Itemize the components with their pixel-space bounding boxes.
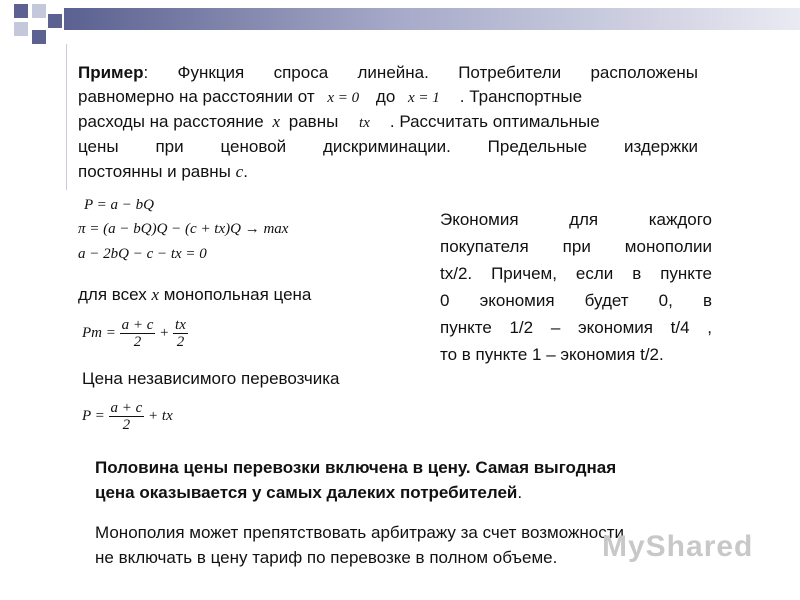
formula-profit: π = (a − bQ)Q − (c + tx)Q → max	[78, 221, 289, 237]
savings-line: пункте 1/2 – экономия t/4 ,	[440, 318, 712, 337]
variable-x: x	[151, 285, 159, 304]
deco-square	[32, 30, 46, 44]
savings-line: 0 экономия будет 0, в	[440, 291, 712, 310]
example-line-3	[78, 111, 698, 134]
example-text: .	[243, 162, 248, 181]
formula-monopoly-price	[82, 317, 188, 350]
example-text: равномерно на расстоянии от	[78, 87, 315, 106]
example-text: равны	[288, 112, 339, 131]
deco-square	[14, 4, 28, 18]
numerator: a + c	[121, 317, 154, 333]
denominator: 2	[176, 334, 185, 350]
numerator: tx	[175, 317, 186, 333]
conclusion-bold	[95, 455, 715, 505]
savings-line: то в пункте 1 – экономия t/2.	[440, 345, 664, 364]
fraction	[173, 317, 188, 350]
formula-x1: x = 1	[408, 90, 440, 106]
savings-line: tx/2. Причем, если в пункте	[440, 264, 712, 283]
monopoly-price-label	[78, 284, 311, 306]
example-label: Пример	[78, 63, 144, 82]
formula-lhs: Pm =	[82, 324, 116, 341]
example-text: цены при ценовой дискриминации. Предельные издержки	[78, 137, 698, 156]
example-line-1: Пример: Функция спроса линейна. Потребители расположены	[78, 63, 698, 82]
independent-carrier-label: Цена независимого перевозчика	[82, 369, 340, 388]
deco-square	[32, 4, 46, 18]
formula-foc: a − 2bQ − c − tx = 0	[78, 246, 207, 262]
label-text: монопольная цена	[163, 285, 312, 304]
fraction	[120, 317, 156, 350]
conclusion-line: цена оказывается у самых далеких потребителей	[95, 483, 518, 502]
watermark: MyShared	[602, 530, 754, 563]
deco-square	[48, 14, 62, 28]
formula-tail: + tx	[148, 407, 173, 424]
example-text: постоянны и равны	[78, 162, 231, 181]
denominator: 2	[122, 417, 131, 433]
fraction	[109, 400, 145, 433]
label-text: для всех	[78, 285, 147, 304]
example-text: . Рассчитать оптимальные	[389, 112, 600, 131]
variable-x: x	[272, 112, 281, 131]
savings-paragraph	[440, 206, 712, 368]
formula-lhs: P =	[82, 407, 105, 424]
example-text: Функция спроса линейна. Потребители расположены	[177, 63, 698, 82]
deco-square	[14, 22, 28, 36]
denominator: 2	[133, 334, 142, 350]
example-text: . Транспортные	[459, 87, 583, 106]
conclusion-line: Монополия может препятствовать арбитражу за счет возможности	[95, 523, 625, 542]
conclusion-line: Половина цены перевозки включена в цену. Самая выгодная	[95, 458, 617, 477]
formula-demand: P = a − bQ	[84, 197, 154, 213]
formula-independent-price	[82, 400, 173, 433]
plus-sign: +	[159, 324, 170, 341]
savings-line: покупателя при монополии	[440, 237, 712, 256]
example-line-2	[78, 86, 698, 109]
variable-c: c	[235, 162, 244, 181]
conclusion-line: .	[517, 483, 523, 502]
example-line-4	[78, 136, 698, 158]
formula-tx: tx	[359, 115, 370, 131]
example-text: до	[375, 87, 396, 106]
header-bar	[64, 8, 800, 30]
divider-line	[66, 44, 67, 190]
formula-x0: x = 0	[327, 90, 360, 106]
numerator: a + c	[110, 400, 143, 416]
example-line-5	[78, 161, 248, 183]
conclusion-line: не включать в цену тариф по перевозке в полном объеме.	[95, 548, 558, 567]
savings-line: Экономия для каждого	[440, 210, 712, 229]
example-text: расходы на расстояние	[78, 112, 264, 131]
